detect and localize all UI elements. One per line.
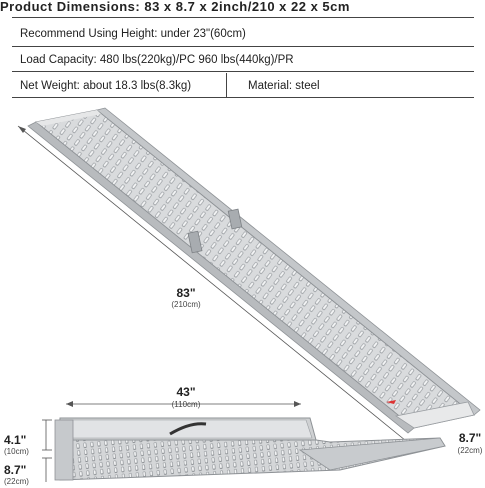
folded-width-cm-label: (22cm) xyxy=(4,477,29,486)
folded-length-inches-label: 43" xyxy=(176,385,196,399)
net-weight-spec: Net Weight: about 18.3 lbs(8.3kg) xyxy=(20,80,192,92)
height-dimension xyxy=(42,420,52,482)
folded-length-cm-label: (110cm) xyxy=(171,400,201,409)
height-inches-label: 4.1" xyxy=(4,433,27,447)
ramp-unfolded xyxy=(28,108,480,433)
height-cm-label: (10cm) xyxy=(4,447,29,456)
length-dimension-line xyxy=(18,126,416,449)
width-inches-label: 8.7" xyxy=(458,431,482,445)
load-capacity-spec: Load Capacity: 480 lbs(220kg)/PC 960 lbs(440kg)/PR xyxy=(20,54,294,66)
length-cm-label: (210cm) xyxy=(171,300,201,309)
width-cm-label: (22cm) xyxy=(457,446,483,455)
folded-width-inches-label: 8.7" xyxy=(4,463,27,477)
length-inches-label: 83" xyxy=(176,286,196,300)
material-spec: Material: steel xyxy=(248,80,320,92)
recommended-height-spec: Recommend Using Height: under 23"(60cm) xyxy=(20,28,246,40)
product-dimensions-title: Product Dimensions: 83 x 8.7 x 2inch/210 x 22 x 5cm xyxy=(0,0,350,14)
